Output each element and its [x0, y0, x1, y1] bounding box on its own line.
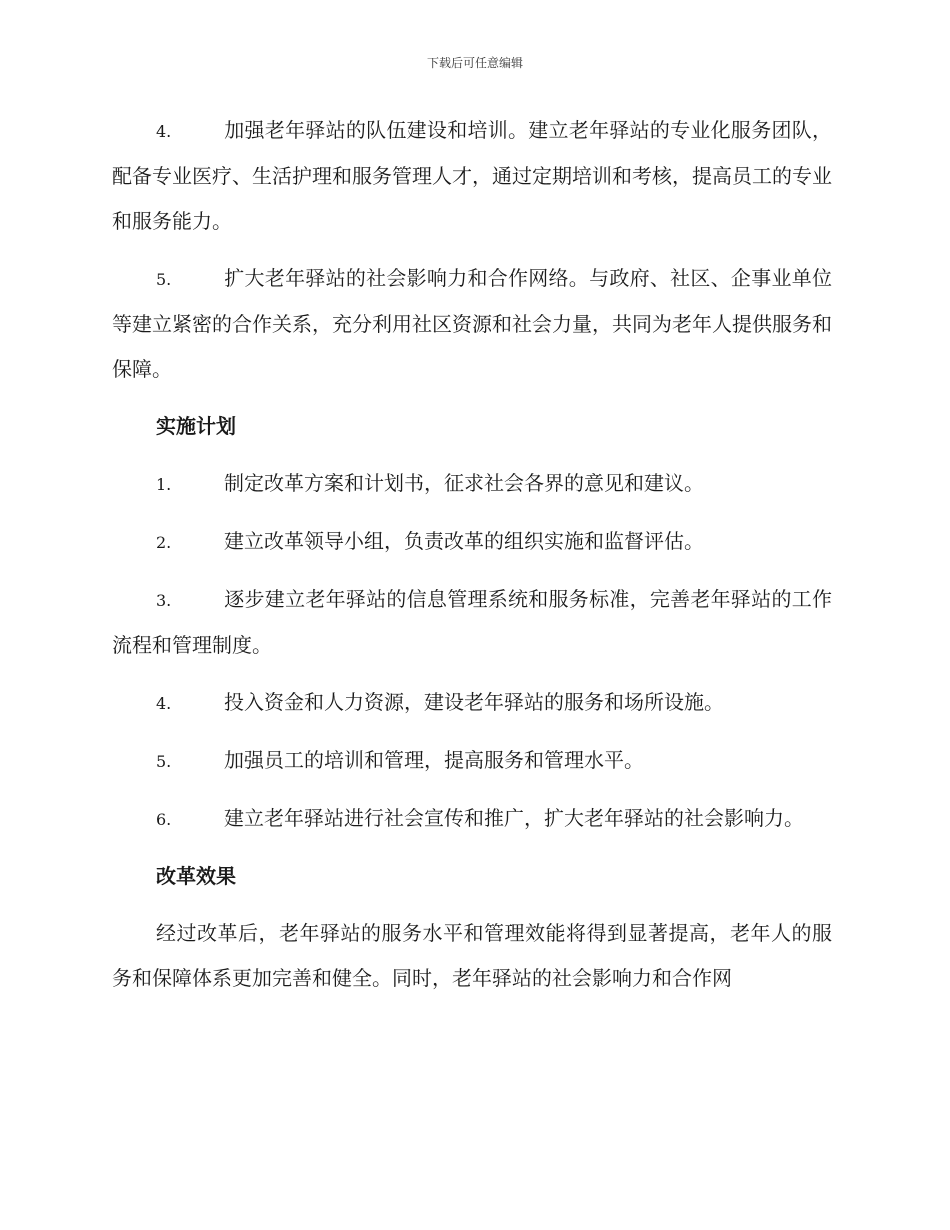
list-item-plan-3: [112, 577, 832, 668]
list-item-plan-6: [112, 796, 832, 842]
list-number: 2.: [156, 533, 172, 552]
list-text: 加强老年驿站的队伍建设和培训。建立老年驿站的专业化服务团队，配备专业医疗、生活护理和服务管理人才，通过定期培训和考核，提高员工的专业和服务能力。: [112, 118, 832, 233]
list-text: 加强员工的培训和管理，提高服务和管理水平。: [224, 748, 644, 772]
list-item-measure-5: [112, 256, 832, 392]
list-item-plan-1: [112, 461, 832, 507]
list-text: 扩大老年驿站的社会影响力和合作网络。与政府、社区、企事业单位等建立紧密的合作关系，充分利用社区资源和社会力量，共同为老年人提供服务和保障。: [112, 266, 832, 381]
list-item-measure-4: [112, 108, 832, 244]
header-note: 下载后可任意编辑: [426, 56, 523, 70]
list-number: 3.: [156, 591, 172, 610]
document-body: [112, 108, 832, 1013]
list-number: 4.: [156, 694, 172, 713]
list-text: 制定改革方案和计划书，征求社会各界的意见和建议。: [224, 471, 704, 495]
list-item-plan-5: [112, 738, 832, 784]
effects-paragraph: 经过改革后，老年驿站的服务水平和管理效能将得到显著提高，老年人的服务和保障体系更加完善和健全。同时，老年驿站的社会影响力和合作网: [112, 921, 832, 990]
list-number: 6.: [156, 810, 172, 829]
list-text: 投入资金和人力资源，建设老年驿站的服务和场所设施。: [224, 690, 724, 714]
list-text: 建立老年驿站进行社会宣传和推广，扩大老年驿站的社会影响力。: [224, 806, 804, 830]
list-text: 逐步建立老年驿站的信息管理系统和服务标准，完善老年驿站的工作流程和管理制度。: [112, 587, 832, 657]
section-heading-implementation: 实施计划: [156, 414, 236, 438]
list-item-plan-4: [112, 680, 832, 726]
list-number: 1.: [156, 475, 172, 494]
list-number: 5.: [156, 270, 172, 289]
list-text: 建立改革领导小组，负责改革的组织实施和监督评估。: [224, 529, 704, 553]
list-item-plan-2: [112, 519, 832, 565]
list-number: 4.: [156, 122, 172, 141]
section-heading-effects: 改革效果: [156, 864, 236, 888]
list-number: 5.: [156, 752, 172, 771]
